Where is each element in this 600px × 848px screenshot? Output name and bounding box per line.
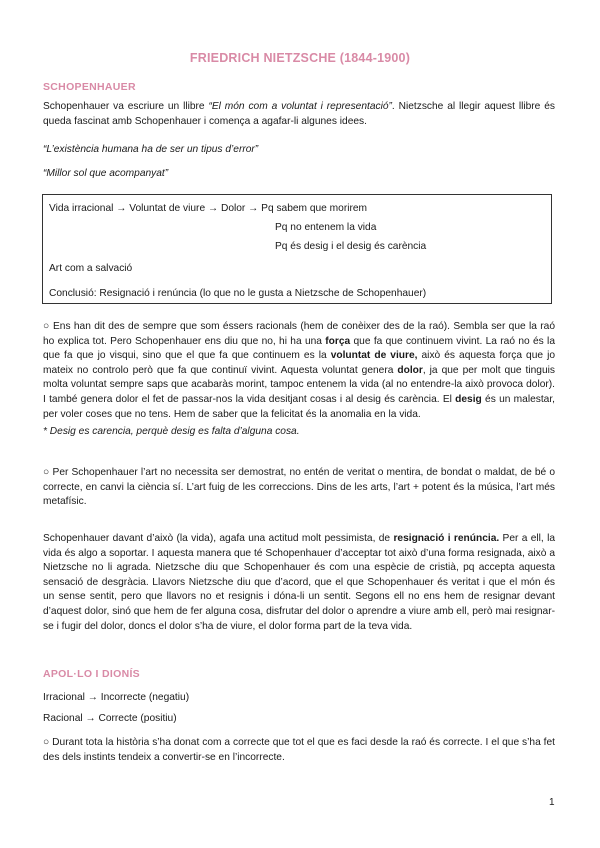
- p1-text-1: ○ Ens han dit des de sempre que som éssers racionals (hem de conèixer des de la raó). Sembla ser que la raó ho explica tot. Pero Schopenhauer ens diu que no, hi ha una: [43, 321, 555, 347]
- p1-bold-dolor: dolor: [397, 364, 423, 376]
- p1-text-3: això és aquesta força que jo mateix no controlo però que fa que continuï vivint. Aquesta voluntat genera: [43, 350, 555, 376]
- book-title: “El món com a voluntat i representació”: [208, 101, 392, 112]
- p3-text-1: Schopenhauer davant d’això (la vida), agafa una actitud molt pessimista, de: [43, 533, 394, 544]
- quote-2: “Millor sol que acompanyat”: [43, 168, 169, 179]
- p3-bold-resignacio: resignació i renúncia.: [393, 533, 500, 544]
- p1-text-4: , ja que per molt que tinguis molta voluntat sempre saps que acabaràs morint, tampoc entenem la vida (al no entendre-la això provoca dolor). I també genera dolor el fet de passar-nos la vida desitjant cosas i al desig és carència. El: [43, 364, 555, 405]
- note-desig: * Desig es carencia, perquè desig es falta d’alguna cosa.: [43, 426, 300, 437]
- intro-paragraph: [43, 100, 555, 129]
- section-heading-apollo-dionis: APOL·LO I DIONÍS: [43, 668, 140, 680]
- intro-text-b: . Nietzsche al llegir aquest llibre és queda fascinat amb Schopenhauer i comença a agafar-li algunes idees.: [43, 101, 555, 127]
- paragraph-voluntat: [43, 320, 555, 422]
- page-title: FRIEDRICH NIETZSCHE (1844-1900): [189, 51, 411, 65]
- apollo-line-2: Racional → Correcte (positiu): [43, 713, 177, 724]
- paragraph-resignacio: [43, 532, 555, 634]
- summary-line-1: Vida irracional → Voluntat de viure → Dolor → Pq sabem que morirem: [49, 203, 368, 214]
- p1-text-2: que fa que continuem vivint. La raó no és la que fa que jo visqui, sino que el que fa que continuem es la: [43, 335, 555, 362]
- page-number: 1: [549, 797, 555, 808]
- p1-bold-forca: força: [325, 335, 351, 347]
- quote-1: “L’existència humana ha de ser un tipus d’error”: [43, 144, 259, 155]
- summary-line-5: Conclusió: Resignació i renúncia (lo que no le gusta a Nietzsche de Schopenhauer): [49, 288, 427, 299]
- summary-line-3: Pq és desig i el desig és carència: [275, 241, 427, 252]
- paragraph-art: ○ Per Schopenhauer l’art no necessita ser demostrat, no entén de veritat o mentira, de bondat o maldat, de bé o correcte, en canvi la ciència sí. L’art fuig de les correccions. Dins de les arts, l’art + potent és la música, l’art més metafísic.: [43, 467, 555, 508]
- section-heading-schopenhauer: SCHOPENHAUER: [43, 81, 136, 93]
- intro-text-a: Schopenhauer va escriure un llibre: [43, 101, 209, 112]
- p1-text-5: és un malestar, per voler coses que no tens. Hem de saber que la felicitat és la anomalia en la vida.: [43, 393, 556, 420]
- summary-line-4: Art com a salvació: [49, 263, 133, 274]
- apollo-line-1: Irracional → Incorrecte (negatiu): [43, 692, 190, 703]
- p1-bold-voluntat: voluntat de viure,: [330, 350, 418, 362]
- paragraph-historia: ○ Durant tota la història s’ha donat com a correcte que tot el que es faci desde la raó és correcte. I el que s’ha fet des dels instints tendeix a convertir-se en l’incorrecte.: [43, 737, 555, 763]
- summary-line-2: Pq no entenem la vida: [275, 222, 377, 233]
- p1-bold-desig: desig: [455, 393, 482, 405]
- p3-text-2: Per a ell, la vida és algo a soportar. I aquesta manera que té Schopenhauer d’acceptar tot això d’una forma resignada, això a Nietzsche no li agrada. Nietzsche diu que Schopenhauer és com una espècie de cristià, pq accepta aquesta sensació de desgràcia. Llavors Nietzsche diu que d’acord, que el que Schopenhauer és veritat i que el món és un sense sentit, pero que llavors no et resignis i dóna-li un sentit. Segons ell no ens hem de resignar devant d’aquest dolor, sinó que hem de fer alguna cosa, disfrutar del dolor o aprendre a viure amb ell, però mai resignar-se i fugir del dolor, doncs el dolor s’ha de viure, el dolor forma part de la teva vida.: [43, 533, 555, 632]
- summary-box: [42, 194, 552, 304]
